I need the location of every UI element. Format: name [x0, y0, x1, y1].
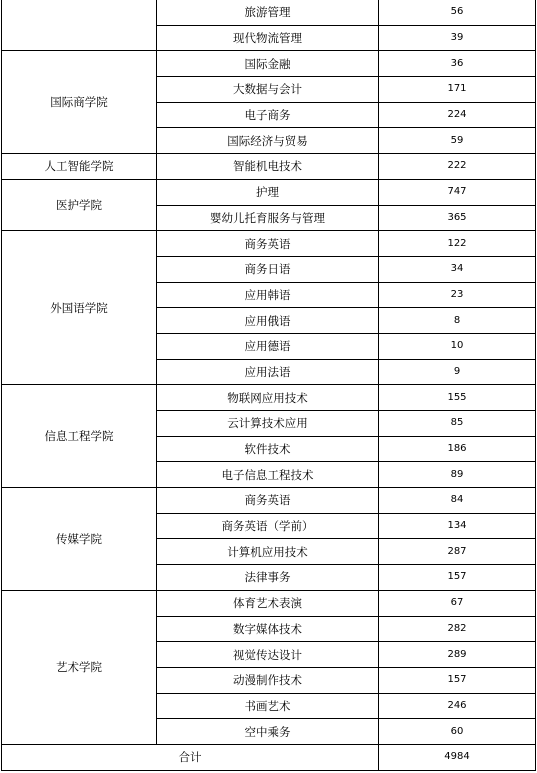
major-cell: 旅游管理 — [157, 0, 379, 25]
table-row — [2, 154, 536, 180]
count-cell: 8 — [379, 308, 536, 334]
major-cell: 空中乘务 — [157, 719, 379, 745]
major-cell: 应用德语 — [157, 333, 379, 359]
major-cell: 电子商务 — [157, 102, 379, 128]
college-cell: 外国语学院 — [2, 231, 157, 385]
total-row — [2, 744, 536, 770]
table-row — [2, 488, 536, 514]
college-cell: 艺术学院 — [2, 590, 157, 744]
major-cell: 应用法语 — [157, 359, 379, 385]
count-cell: 747 — [379, 179, 536, 205]
enrollment-table — [1, 0, 536, 771]
table-row — [2, 0, 536, 25]
count-cell: 224 — [379, 102, 536, 128]
major-cell: 商务英语（学前） — [157, 513, 379, 539]
major-cell: 应用韩语 — [157, 282, 379, 308]
major-cell: 物联网应用技术 — [157, 385, 379, 411]
count-cell: 134 — [379, 513, 536, 539]
college-cell: 医护学院 — [2, 179, 157, 230]
major-cell: 护理 — [157, 179, 379, 205]
college-cell: 国际商学院 — [2, 51, 157, 154]
count-cell: 10 — [379, 333, 536, 359]
major-cell: 国际金融 — [157, 51, 379, 77]
count-cell: 365 — [379, 205, 536, 231]
count-cell: 186 — [379, 436, 536, 462]
college-cell — [2, 0, 157, 51]
table-row — [2, 385, 536, 411]
major-cell: 计算机应用技术 — [157, 539, 379, 565]
count-cell: 157 — [379, 565, 536, 591]
table-row — [2, 231, 536, 257]
major-cell: 数字媒体技术 — [157, 616, 379, 642]
count-cell: 67 — [379, 590, 536, 616]
major-cell: 法律事务 — [157, 565, 379, 591]
count-cell: 56 — [379, 0, 536, 25]
major-cell: 商务英语 — [157, 488, 379, 514]
major-cell: 软件技术 — [157, 436, 379, 462]
count-cell: 155 — [379, 385, 536, 411]
count-cell: 289 — [379, 642, 536, 668]
count-cell: 39 — [379, 25, 536, 51]
major-cell: 体育艺术表演 — [157, 590, 379, 616]
count-cell: 34 — [379, 256, 536, 282]
major-cell: 大数据与会计 — [157, 77, 379, 103]
count-cell: 36 — [379, 51, 536, 77]
major-cell: 应用俄语 — [157, 308, 379, 334]
count-cell: 23 — [379, 282, 536, 308]
count-cell: 246 — [379, 693, 536, 719]
count-cell: 89 — [379, 462, 536, 488]
enrollment-table-body — [2, 0, 536, 770]
college-cell: 信息工程学院 — [2, 385, 157, 488]
college-cell: 人工智能学院 — [2, 154, 157, 180]
count-cell: 222 — [379, 154, 536, 180]
count-cell: 85 — [379, 411, 536, 437]
count-cell: 60 — [379, 719, 536, 745]
total-label: 合计 — [2, 744, 379, 770]
major-cell: 视觉传达设计 — [157, 642, 379, 668]
count-cell: 122 — [379, 231, 536, 257]
table-row — [2, 590, 536, 616]
table-row — [2, 179, 536, 205]
major-cell: 云计算技术应用 — [157, 411, 379, 437]
major-cell: 现代物流管理 — [157, 25, 379, 51]
major-cell: 智能机电技术 — [157, 154, 379, 180]
table-row — [2, 51, 536, 77]
major-cell: 国际经济与贸易 — [157, 128, 379, 154]
count-cell: 9 — [379, 359, 536, 385]
major-cell: 婴幼儿托育服务与管理 — [157, 205, 379, 231]
major-cell: 电子信息工程技术 — [157, 462, 379, 488]
major-cell: 书画艺术 — [157, 693, 379, 719]
count-cell: 287 — [379, 539, 536, 565]
college-cell: 传媒学院 — [2, 488, 157, 591]
count-cell: 84 — [379, 488, 536, 514]
count-cell: 157 — [379, 667, 536, 693]
major-cell: 动漫制作技术 — [157, 667, 379, 693]
count-cell: 282 — [379, 616, 536, 642]
major-cell: 商务英语 — [157, 231, 379, 257]
total-value: 4984 — [379, 744, 536, 770]
count-cell: 59 — [379, 128, 536, 154]
count-cell: 171 — [379, 77, 536, 103]
major-cell: 商务日语 — [157, 256, 379, 282]
